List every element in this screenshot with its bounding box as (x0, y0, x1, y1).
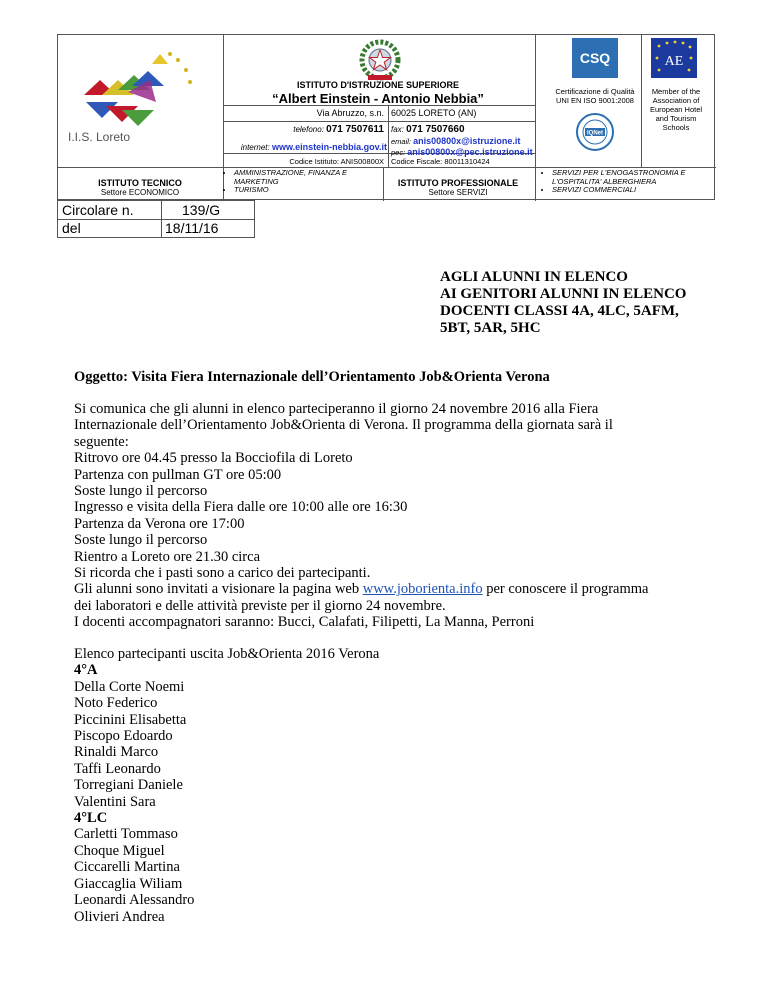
list-item: Torregiani Daniele (74, 777, 183, 794)
body-line: Ritrovo ore 04.45 presso la Bocciofila di Loreto (74, 450, 353, 467)
professional-sector: Settore SERVIZI (428, 188, 488, 197)
list-title: Elenco partecipanti uscita Job&Orienta 2016 Verona (74, 646, 380, 662)
professional-title: ISTITUTO PROFESSIONALE (397, 178, 519, 188)
circolare-number: 139/G (182, 202, 221, 218)
phone-line: telefono: 071 7507611 (293, 124, 384, 135)
svg-text:CSQ: CSQ (579, 50, 611, 66)
subject: Oggetto: Visita Fiera Internazionale dell’Orientamento Job&Orienta Verona (74, 369, 550, 385)
phone-number: 071 7507611 (326, 124, 384, 135)
letter-body (74, 401, 754, 631)
course-item: • SERVIZI PER L'ENOGASTRONOMIA E L'OSPITALITA' ALBERGHIERA (552, 169, 724, 186)
body-line: seguente: (74, 433, 129, 450)
recipients (440, 269, 740, 337)
list-item: Taffi Leonardo (74, 760, 161, 777)
republic-emblem-icon (354, 38, 406, 84)
participants-list (74, 646, 754, 925)
institute-name: “Albert Einstein - Antonio Nebbia” (272, 91, 484, 106)
list-item: Choque Miguel (74, 842, 165, 859)
professional-courses (540, 169, 724, 195)
course-item: • SERVIZI COMMERCIALI (552, 186, 724, 195)
circolare-box (57, 200, 255, 238)
body-line: Soste lungo il percorso (74, 532, 208, 549)
body-line: Partenza con pullman GT ore 05:00 (74, 466, 282, 483)
date-label: del (62, 220, 81, 236)
technical-title: ISTITUTO TECNICO (98, 178, 182, 188)
list-item: Piscopo Edoardo (74, 728, 173, 745)
recipient-line: AGLI ALUNNI IN ELENCO (440, 269, 628, 285)
joborienta-link[interactable]: www.joborienta.info (362, 581, 483, 598)
email-link[interactable]: anis00800x@istruzione.it (413, 136, 521, 146)
institute-type: ISTITUTO D'ISTRUZIONE SUPERIORE (297, 80, 459, 90)
aeht-logo (651, 38, 697, 78)
recipient-line: 5BT, 5AR, 5HC (440, 320, 541, 336)
email-line: email: anis00800x@istruzione.it (391, 136, 521, 146)
list-item: Noto Federico (74, 695, 158, 712)
body-line: Soste lungo il percorso (74, 483, 208, 500)
address-street: Via Abruzzo, s.n. (316, 108, 384, 118)
iqnet-logo (575, 112, 615, 152)
list-item: Olivieri Andrea (74, 908, 165, 925)
body-line: Gli alunni sono invitati a visionare la pagina web www.joborienta.info per conoscere il programma (74, 581, 649, 598)
website-link[interactable]: www.einstein-nebbia.gov.it (271, 142, 387, 152)
recipient-line: AI GENITORI ALUNNI IN ELENCO (440, 286, 687, 302)
csq-logo (572, 38, 618, 78)
body-line: Si comunica che gli alunni in elenco parteciperanno il giorno 24 novembre 2016 alla Fiera (74, 401, 599, 417)
list-item: Della Corte Noemi (74, 678, 185, 695)
list-item: Valentini Sara (74, 793, 156, 810)
course-item: • AMMINISTRAZIONE, FINANZA E MARKETING (234, 169, 384, 186)
pec-link[interactable]: anis00800x@pec.istruzione.it (407, 147, 533, 157)
technical-courses (222, 169, 384, 195)
body-line: I docenti accompagnatori saranno: Bucci, Calafati, Filipetti, La Manna, Perroni (74, 614, 535, 631)
pec-line: pec: anis00800x@pec.istruzione.it (391, 147, 533, 157)
address-city: 60025 LORETO (AN) (391, 108, 477, 118)
body-line: dei laboratori e delle attività previste per il giorno 24 novembre. (74, 597, 446, 614)
svg-text:AE: AE (664, 54, 684, 69)
fax-number: 071 7507660 (406, 124, 465, 135)
list-item: Rinaldi Marco (74, 744, 159, 761)
class-heading: 4°A (74, 662, 98, 679)
codice-istituto: Codice Istituto: ANIS00800X (289, 157, 384, 166)
body-line: Partenza da Verona ore 17:00 (74, 515, 245, 532)
list-item: Ciccarelli Martina (74, 859, 180, 876)
recipient-line: DOCENTI CLASSI 4A, 4LC, 5AFM, (440, 303, 679, 319)
list-item: Giaccaglia Wiliam (74, 875, 183, 892)
technical-sector: Settore ECONOMICO (100, 188, 180, 197)
list-item: Leonardi Alessandro (74, 892, 195, 909)
internet-line: internet: www.einstein-nebbia.gov.it (240, 142, 387, 152)
body-line: Ingresso e visita della Fiera dalle ore 10:00 alle ore 16:30 (74, 499, 408, 516)
list-item: Carletti Tommaso (74, 826, 178, 843)
fax-line: fax: 071 7507660 (391, 124, 465, 135)
body-line: Rientro a Loreto ore 21.30 circa (74, 548, 261, 565)
certification-text: Certificazione di Qualità UNI EN ISO 9001:2008 (555, 87, 635, 105)
svg-text:IQNet: IQNet (586, 130, 604, 137)
circolare-date: 18/11/16 (165, 220, 219, 236)
school-logo (62, 40, 220, 146)
codice-fiscale: Codice Fiscale: 80011310424 (391, 157, 490, 166)
member-text: Member of the Association of European Hotel and Tourism Schools (649, 87, 703, 132)
list-item: Piccinini Elisabetta (74, 711, 187, 728)
course-item: • TURISMO (234, 186, 384, 195)
body-line: Si ricorda che i pasti sono a carico dei partecipanti. (74, 565, 371, 582)
logo-text: I.I.S. Loreto (68, 130, 131, 144)
body-line: Internazionale dell’Orientamento Job&Orienta di Verona. Il programma della giornata sarà il (74, 417, 613, 434)
circolare-label: Circolare n. (62, 202, 134, 218)
class-heading: 4°LC (74, 810, 108, 827)
